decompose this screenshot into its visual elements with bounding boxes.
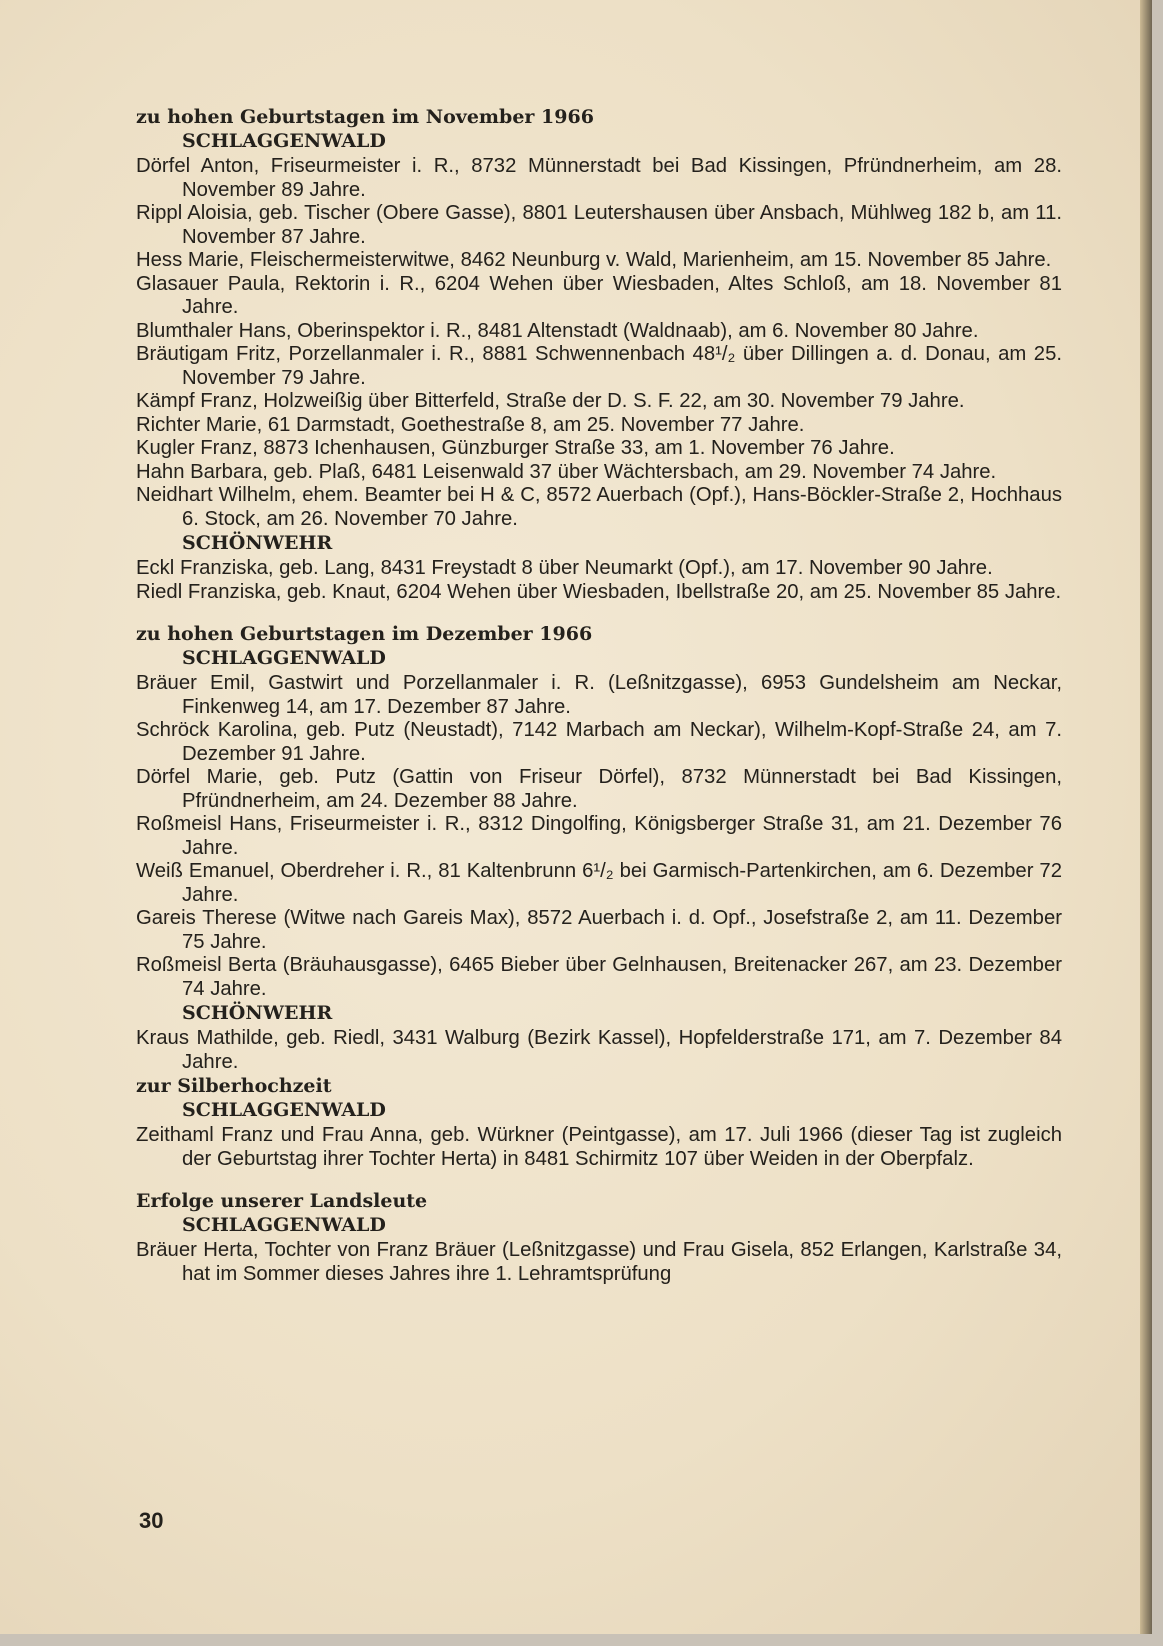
entry: Bräutigam Fritz, Porzellanmaler i. R., 8881 Schwennenbach 48¹/₂ über Dillingen a. d. Donau, am 25. November 79 Jahre. bbox=[136, 343, 1062, 389]
entry: Kraus Mathilde, geb. Riedl, 3431 Walburg (Bezirk Kassel), Hopfelderstraße 171, am 7. Dezember 84 Jahre. bbox=[136, 1027, 1062, 1073]
entry: Rippl Aloisia, geb. Tischer (Obere Gasse), 8801 Leutershausen über Ansbach, Mühlweg 182 b, am 11. November 87 Jahre. bbox=[136, 202, 1062, 248]
entry: Roßmeisl Berta (Bräuhausgasse), 6465 Bieber über Gelnhausen, Breitenacker 267, am 23. Dezember 74 Jahre. bbox=[136, 954, 1062, 1000]
section-title: zur Silberhochzeit bbox=[136, 1075, 332, 1097]
page-number: 30 bbox=[139, 1508, 164, 1533]
entry: Schröck Karolina, geb. Putz (Neustadt), 7142 Marbach am Neckar), Wilhelm-Kopf-Straße 24, am 7. Dezember 91 Jahre. bbox=[136, 719, 1062, 765]
section-november bbox=[136, 105, 1062, 604]
section-title: zu hohen Geburtstagen im November 1966 bbox=[136, 106, 594, 128]
entry: Dörfel Marie, geb. Putz (Gattin von Friseur Dörfel), 8732 Münnerstadt bei Bad Kissingen, Pfründnerheim, am 24. Dezember 88 Jahre. bbox=[136, 766, 1062, 812]
section-title: zu hohen Geburtstagen im Dezember 1966 bbox=[136, 623, 593, 645]
entry: Glasauer Paula, Rektorin i. R., 6204 Wehen über Wiesbaden, Altes Schloß, am 18. November 81 Jahre. bbox=[136, 272, 1062, 318]
section-spacer bbox=[136, 604, 1062, 622]
entry: Riedl Franziska, geb. Knaut, 6204 Wehen über Wiesbaden, Ibellstraße 20, am 25. November 85 Jahre. bbox=[136, 580, 1062, 603]
entry: Blumthaler Hans, Oberinspektor i. R., 8481 Altenstadt (Waldnaab), am 6. November 80 Jahre. bbox=[136, 319, 979, 342]
entry: Kugler Franz, 8873 Ichenhausen, Günzburger Straße 33, am 1. November 76 Jahre. bbox=[136, 437, 895, 459]
entry: Kämpf Franz, Holzweißig über Bitterfeld, Straße der D. S. F. 22, am 30. November 79 Jahre. bbox=[136, 390, 965, 412]
entry: Hahn Barbara, geb. Plaß, 6481 Leisenwald 37 über Wächtersbach, am 29. November 74 Jahre. bbox=[136, 460, 997, 483]
entry: Dörfel Anton, Friseurmeister i. R., 8732 Münnerstadt bei Bad Kissingen, Pfründnerheim, am 28. November 89 Jahre. bbox=[136, 155, 1062, 201]
section-title: Erfolge unserer Landsleute bbox=[136, 1190, 428, 1212]
entry: Hess Marie, Fleischermeisterwitwe, 8462 Neunburg v. Wald, Marienheim, am 15. November 85 Jahre. bbox=[136, 249, 1052, 271]
entry: Neidhart Wilhelm, ehem. Beamter bei H & C, 8572 Auerbach (Opf.), Hans-Böckler-Straße 2, Hochhaus 6. Stock, am 26. November 70 Jahre. bbox=[136, 484, 1062, 530]
place-heading: SCHÖNWEHR bbox=[182, 532, 333, 554]
place-heading: SCHLAGGENWALD bbox=[182, 1214, 386, 1236]
entry: Bräuer Herta, Tochter von Franz Bräuer (Leßnitzgasse) und Frau Gisela, 852 Erlangen, Karlstraße 34, hat im Sommer dieses Jahres ihre 1. Lehramtsprüfung bbox=[136, 1239, 1062, 1285]
entry: Zeithaml Franz und Frau Anna, geb. Würkner (Peintgasse), am 17. Juli 1966 (dieser Tag ist zugleich der Geburtstag ihrer Tochter Herta) in 8481 Schirmitz 107 über Weiden in der Oberpfalz. bbox=[136, 1124, 1062, 1170]
section-spacer bbox=[136, 1171, 1062, 1189]
page-content bbox=[136, 105, 1062, 1286]
place-heading: SCHLAGGENWALD bbox=[182, 1099, 386, 1121]
entry: Bräuer Emil, Gastwirt und Porzellanmaler i. R. (Leßnitzgasse), 6953 Gundelsheim am Neckar, Finkenweg 14, am 17. Dezember 87 Jahre. bbox=[136, 672, 1062, 718]
entry: Roßmeisl Hans, Friseurmeister i. R., 8312 Dingolfing, Königsberger Straße 31, am 21. Dezember 76 Jahre. bbox=[136, 813, 1062, 859]
place-heading: SCHLAGGENWALD bbox=[182, 130, 386, 152]
entry: Eckl Franziska, geb. Lang, 8431 Freystadt 8 über Neumarkt (Opf.), am 17. November 90 Jahre. bbox=[136, 557, 993, 579]
place-heading: SCHÖNWEHR bbox=[182, 1002, 333, 1024]
entry: Richter Marie, 61 Darmstadt, Goethestraße 8, am 25. November 77 Jahre. bbox=[136, 413, 805, 436]
binding-edge bbox=[1140, 0, 1152, 1634]
section-silberhochzeit bbox=[136, 1074, 1062, 1171]
entry: Weiß Emanuel, Oberdreher i. R., 81 Kaltenbrunn 6¹/₂ bei Garmisch-Partenkirchen, am 6. Dezember 72 Jahre. bbox=[136, 860, 1062, 906]
section-erfolge bbox=[136, 1189, 1062, 1286]
place-heading: SCHLAGGENWALD bbox=[182, 647, 386, 669]
section-dezember bbox=[136, 622, 1062, 1074]
entry: Gareis Therese (Witwe nach Gareis Max), 8572 Auerbach i. d. Opf., Josefstraße 2, am 11. Dezember 75 Jahre. bbox=[136, 907, 1062, 953]
